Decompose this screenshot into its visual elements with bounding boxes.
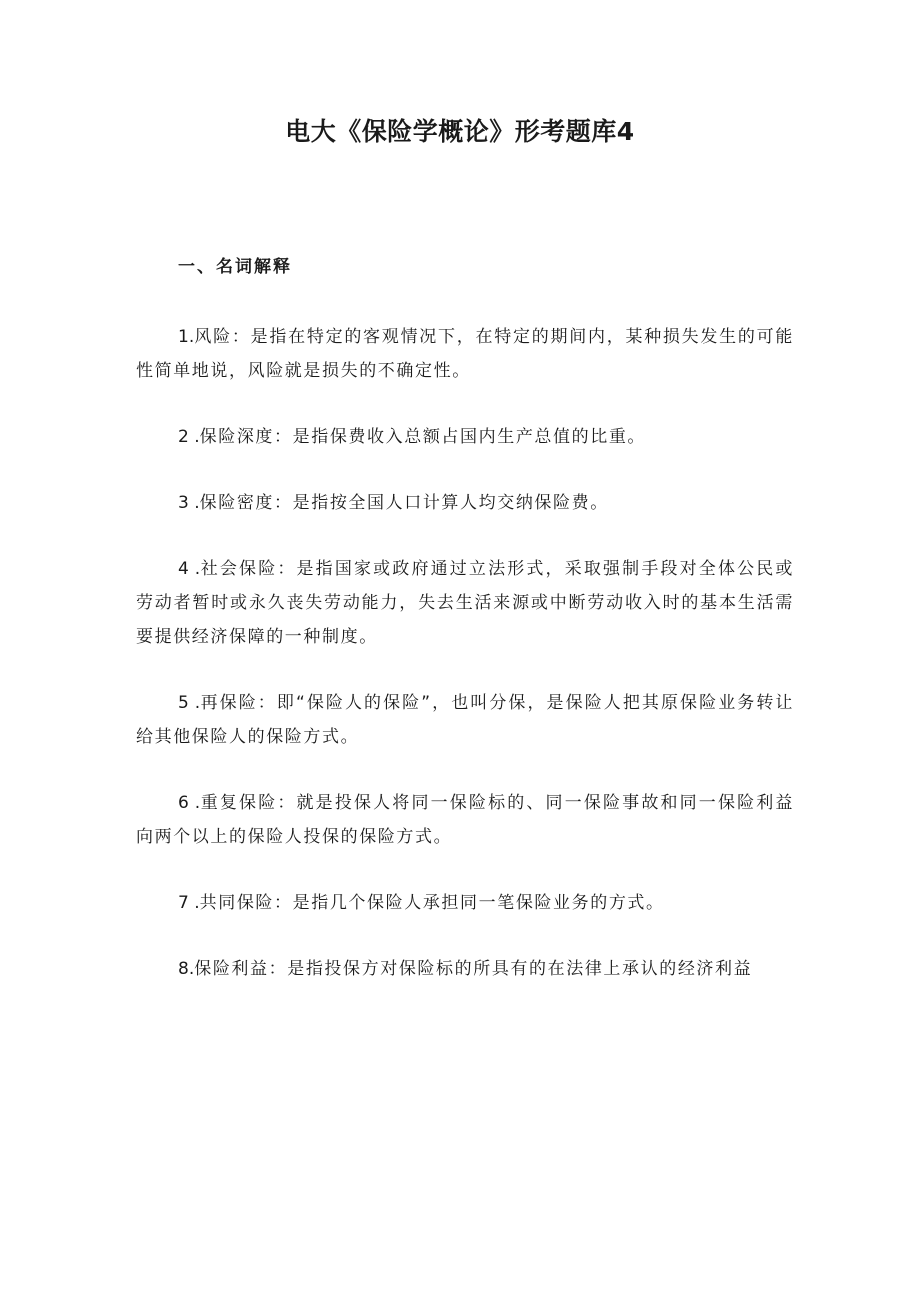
definition-number: 7 . (178, 893, 200, 913)
definition-number: 5 . (178, 693, 201, 713)
definition-text: 是指在特定的客观情况下，在特定的期间内，某种损失发生的可能性简单地说，风险就是损失的不确定性。 (136, 327, 794, 381)
definition-term: 保险深度： (199, 427, 293, 447)
definition-number: 8. (178, 959, 195, 979)
definition-item-5 (136, 686, 794, 754)
definition-number: 3 . (178, 493, 200, 513)
definition-text: 即“保险人的保险”，也叫分保，是保险人把其原保险业务转让给其他保险人的保险方式。 (136, 693, 795, 747)
definition-term: 社会保险： (200, 559, 297, 579)
definition-text: 就是投保人将同一保险标的、同一保险事故和同一保险利益向两个以上的保险人投保的保险方式。 (136, 793, 795, 847)
definition-text: 是指保费收入总额占国内生产总值的比重。 (292, 427, 647, 447)
definition-text: 是指几个保险人承担同一笔保险业务的方式。 (292, 893, 665, 913)
section-heading: 一、名词解释 (178, 257, 292, 277)
definition-text: 是指按全国人口计算人均交纳保险费。 (292, 493, 609, 513)
definition-item-3 (136, 486, 794, 520)
definition-text: 是指投保方对保险标的所具有的在法律上承认的经济利益 (287, 959, 753, 979)
definition-term: 再保险： (200, 693, 277, 713)
definition-number: 4 . (178, 559, 201, 579)
definition-item-1 (136, 320, 794, 388)
definition-term: 重复保险： (200, 793, 297, 813)
definition-item-2 (136, 420, 794, 454)
definitions-list (136, 320, 794, 1018)
definition-term: 保险利益： (194, 959, 288, 979)
definition-number: 6 . (178, 793, 201, 813)
definition-term: 共同保险： (199, 893, 293, 913)
definition-item-6 (136, 786, 794, 854)
definition-number: 1. (178, 327, 195, 347)
definition-number: 2 . (178, 427, 200, 447)
definition-term: 保险密度： (199, 493, 293, 513)
document-title: 电大《保险学概论》形考题库4 (285, 117, 635, 146)
definition-item-8 (136, 952, 794, 986)
definition-text: 是指国家或政府通过立法形式，采取强制手段对全体公民或劳动者暂时或永久丧失劳动能力，失去生活来源或中断劳动收入时的基本生活需要提供经济保障的一种制度。 (136, 559, 795, 647)
definition-item-4 (136, 552, 794, 654)
definition-term: 风险： (194, 327, 251, 347)
definition-item-7 (136, 886, 794, 920)
